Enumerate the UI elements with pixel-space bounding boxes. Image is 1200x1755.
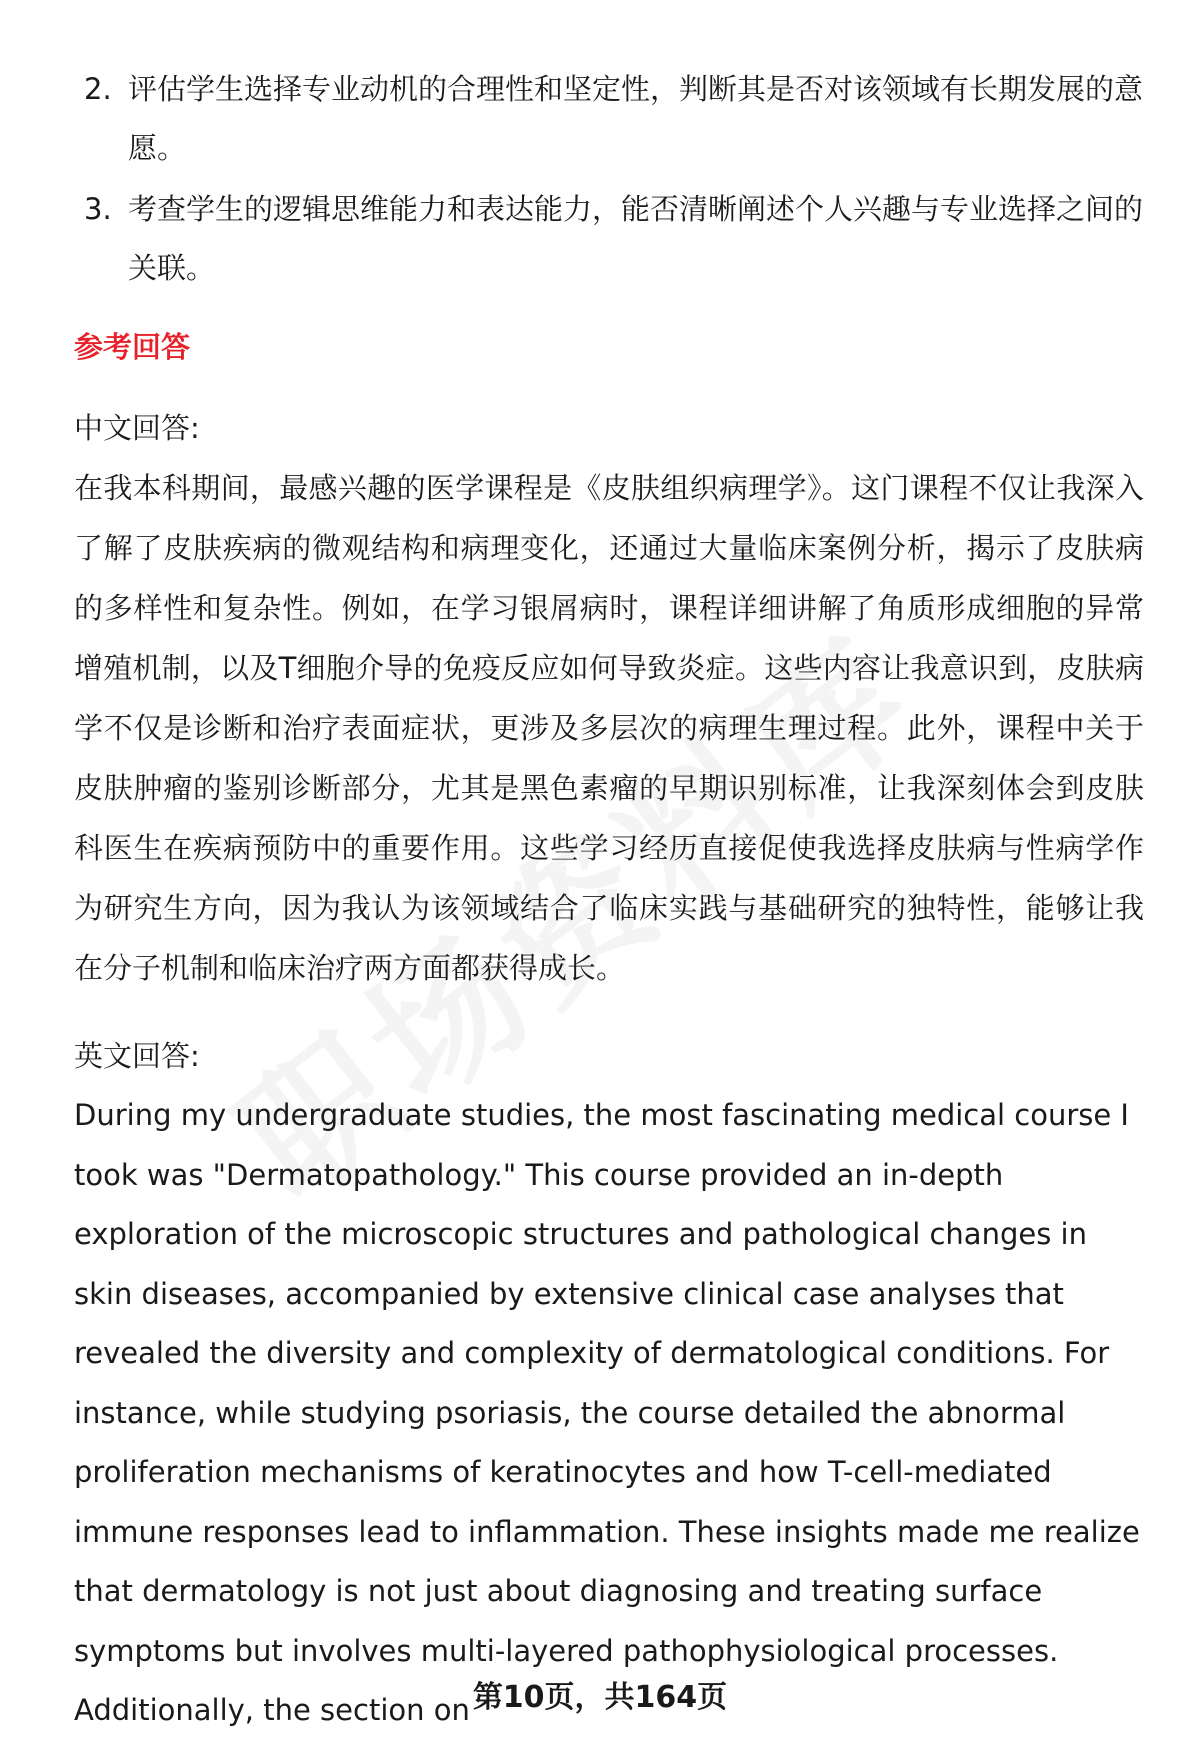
criteria-list <box>74 60 1144 300</box>
list-text: 评估学生选择专业动机的合理性和坚定性，判断其是否对该领域有长期发展的意愿。 <box>128 72 1144 165</box>
list-text: 考查学生的逻辑思维能力和表达能力，能否清晰阐述个人兴趣与专业选择之间的关联。 <box>128 192 1144 285</box>
english-answer-text: During my undergraduate studies, the most fascinating medical course I took was "Dermatopathology." This course provided an in-depth exploration of the microscopic structures and pathological changes in skin diseases, accompanied by extensive clinical case analyses that revealed the diversity and complexity of dermatological conditions. For instance, while studying psoriasis, the course detailed the abnormal proliferation mechanisms of keratinocytes and how T-cell-mediated immune responses lead to inflammation. These insights made me realize that dermatology is not just about diagnosing and treating surface symptoms but involves multi-layered pathophysiological processes. Additionally, the section on <box>74 1098 1140 1727</box>
list-number: 3. <box>84 192 112 226</box>
chinese-answer-heading: 中文回答: <box>74 411 200 445</box>
chinese-answer-text: 在我本科期间，最感兴趣的医学课程是《皮肤组织病理学》。这门课程不仅让我深入了解了皮肤疾病的微观结构和病理变化，还通过大量临床案例分析，揭示了皮肤病的多样性和复杂性。例如，在学习银屑病时，课程详细讲解了角质形成细胞的异常增殖机制，以及T细胞介导的免疫反应如何导致炎症。这些内容让我意识到，皮肤病学不仅是诊断和治疗表面症状，更涉及多层次的病理生理过程。此外，课程中关于皮肤肿瘤的鉴别诊断部分，尤其是黑色素瘤的早期识别标准，让我深刻体会到皮肤科医生在疾病预防中的重要作用。这些学习经历直接促使我选择皮肤病与性病学作为研究生方向，因为我认为该领域结合了临床实践与基础研究的独特性，能够让我在分子机制和临床治疗两方面都获得成长。 <box>74 471 1144 985</box>
english-answer-heading: 英文回答: <box>74 1039 200 1073</box>
list-number: 2. <box>84 72 112 106</box>
page-footer: 第10页，共164页 <box>472 1680 728 1715</box>
reference-answer-title: 参考回答 <box>74 330 191 364</box>
english-answer-block <box>74 1026 1144 1741</box>
chinese-answer-block <box>74 398 1144 998</box>
list-item <box>74 180 1144 298</box>
list-item <box>74 60 1144 178</box>
